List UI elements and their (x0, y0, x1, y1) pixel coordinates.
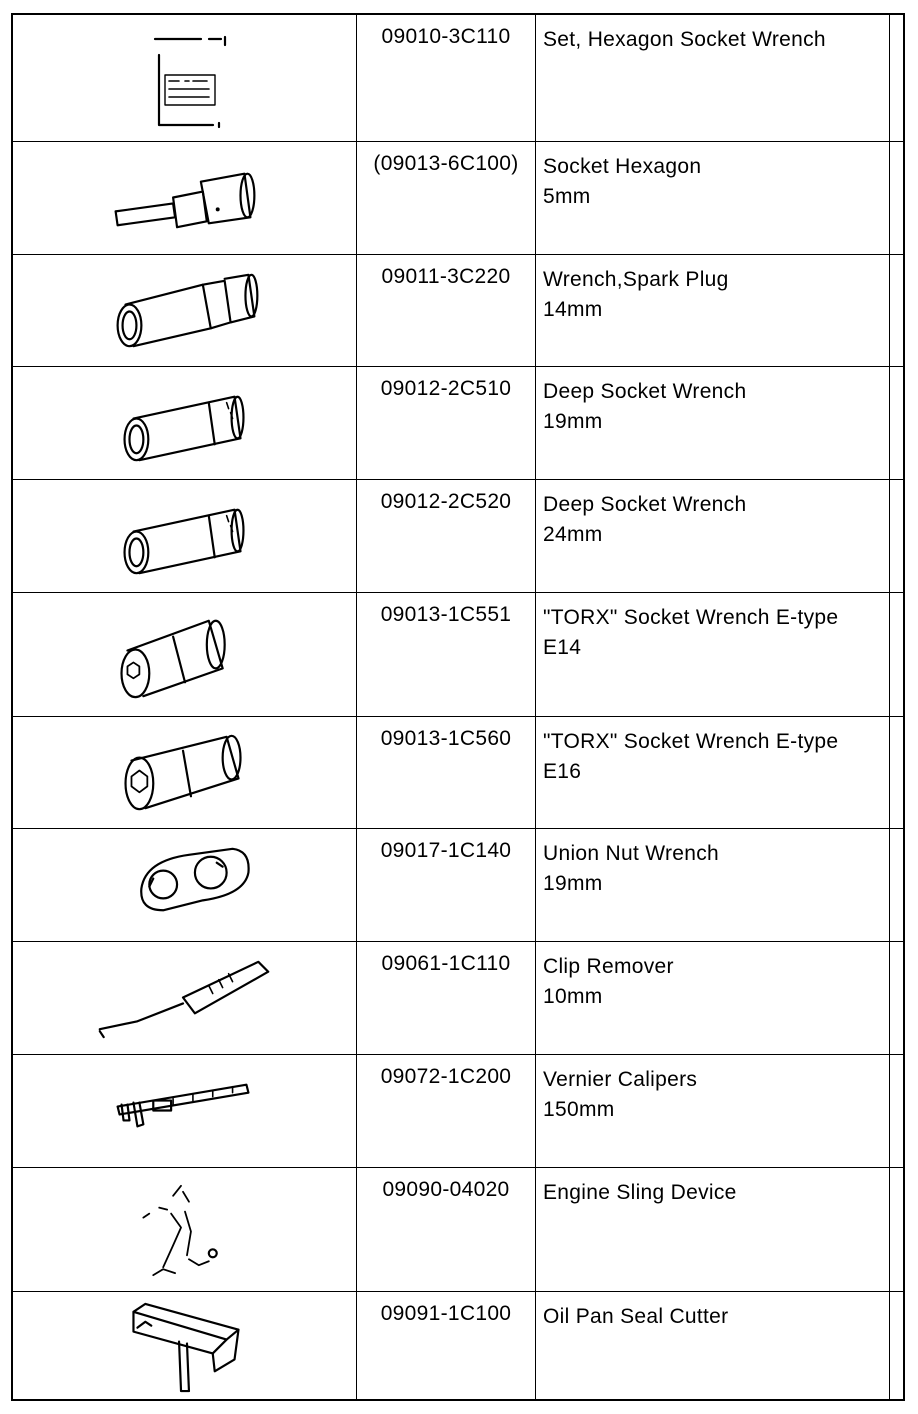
tool-description: Wrench,Spark Plug 14mm (543, 268, 729, 321)
spark-plug-wrench-icon (13, 255, 356, 366)
part-number: 09010-3C110 (381, 25, 511, 48)
tool-description: Set, Hexagon Socket Wrench (543, 28, 826, 51)
table-row (13, 1167, 903, 1291)
table-row (13, 141, 903, 254)
table-row (13, 254, 903, 366)
tool-description: Oil Pan Seal Cutter (543, 1305, 729, 1328)
table-row (13, 15, 903, 141)
table-row (13, 828, 903, 941)
part-number: 09017-1C140 (380, 839, 512, 862)
part-number: 09090-04020 (382, 1178, 510, 1201)
tool-description: Clip Remover 10mm (543, 955, 674, 1008)
vernier-calipers-icon (13, 1055, 356, 1167)
tool-description: "TORX" Socket Wrench E-type E16 (543, 730, 839, 783)
table-row (13, 716, 903, 828)
part-number: 09061-1C110 (381, 952, 511, 975)
hexagon-socket-icon (13, 142, 356, 254)
part-number: 09011-3C220 (381, 265, 511, 288)
oil-pan-seal-cutter-icon (13, 1292, 356, 1401)
table-row (13, 1054, 903, 1167)
part-number: 09091-1C100 (380, 1302, 512, 1325)
deep-socket-wrench-icon (13, 367, 356, 479)
tool-description: "TORX" Socket Wrench E-type E14 (543, 606, 839, 659)
table-row (13, 941, 903, 1054)
tool-description: Socket Hexagon 5mm (543, 155, 702, 208)
part-number: 09013-1C560 (380, 727, 512, 750)
tool-description: Deep Socket Wrench 19mm (543, 380, 747, 433)
table-row (13, 1291, 903, 1401)
part-number: 09012-2C510 (380, 377, 512, 400)
deep-socket-wrench-icon (13, 480, 356, 592)
part-number: 09072-1C200 (380, 1065, 512, 1088)
tool-description: Union Nut Wrench 19mm (543, 842, 719, 895)
table-row (13, 366, 903, 479)
tool-description: Vernier Calipers 150mm (543, 1068, 698, 1121)
hexagon-socket-wrench-set-icon (13, 15, 356, 141)
tool-description: Deep Socket Wrench 24mm (543, 493, 747, 546)
tool-description: Engine Sling Device (543, 1181, 737, 1204)
torx-socket-icon (13, 593, 356, 716)
table-row (13, 479, 903, 592)
part-number: 09012-2C520 (380, 490, 512, 513)
part-number: (09013-6C100) (373, 152, 519, 175)
special-tools-table (11, 13, 905, 1401)
clip-remover-icon (13, 942, 356, 1054)
union-nut-wrench-icon (13, 829, 356, 941)
part-number: 09013-1C551 (380, 603, 512, 626)
table-row (13, 592, 903, 716)
torx-socket-icon (13, 717, 356, 828)
engine-sling-device-icon (13, 1168, 356, 1291)
